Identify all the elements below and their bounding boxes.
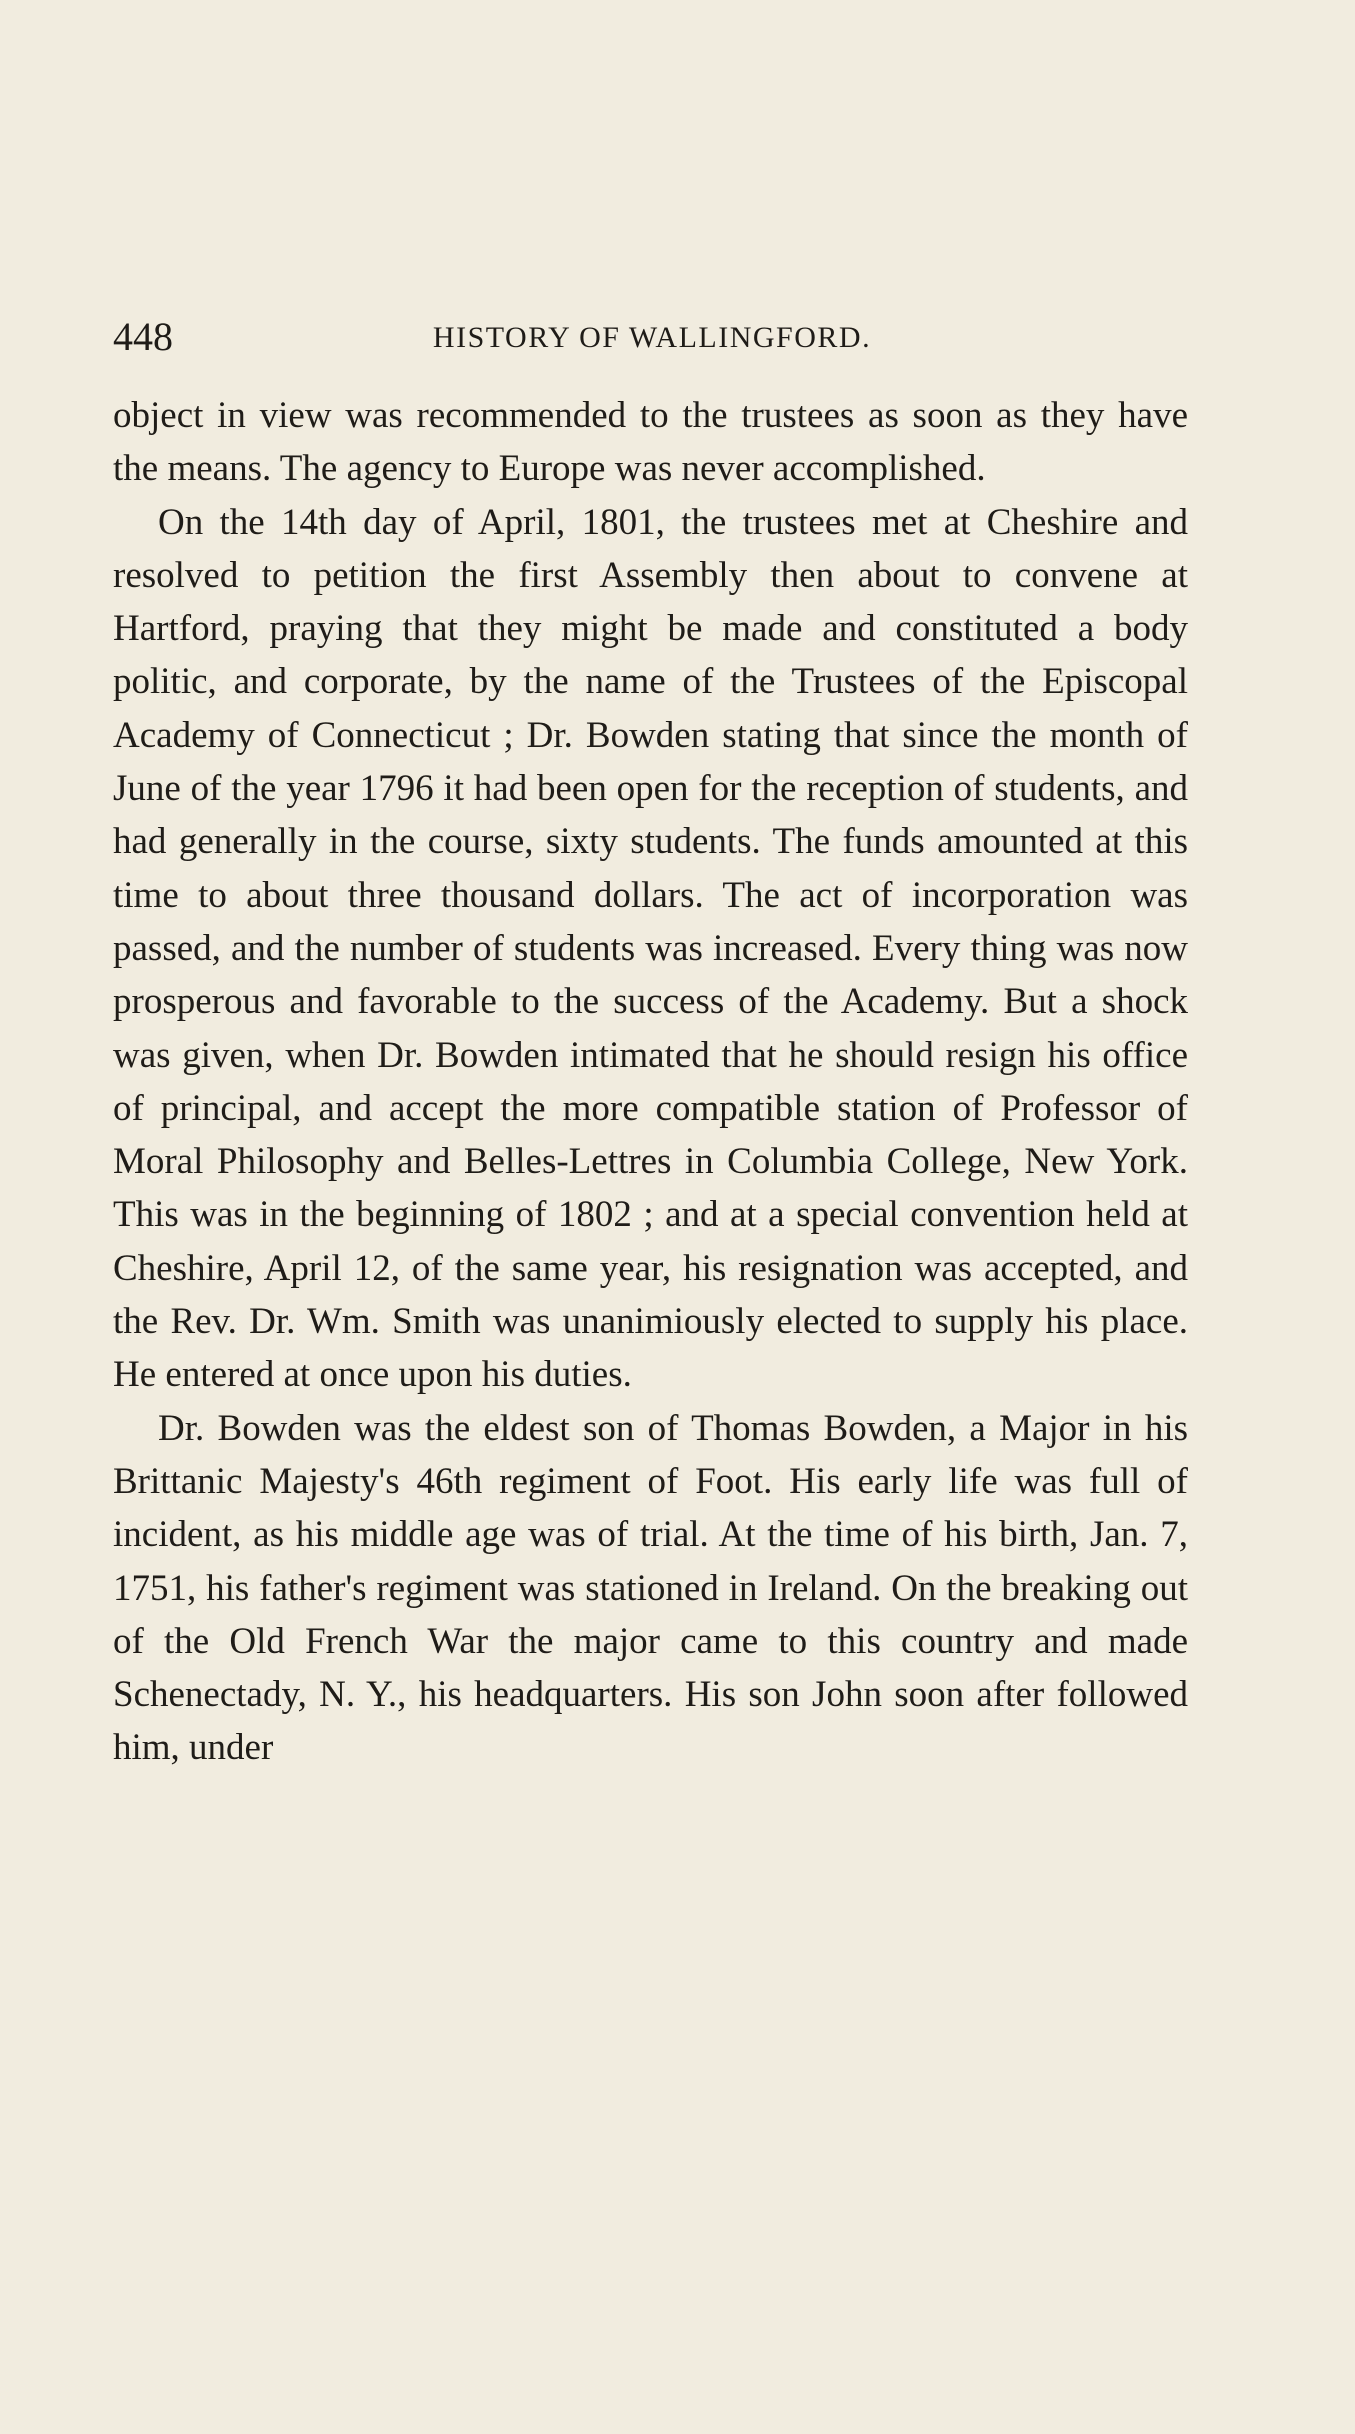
running-title: HISTORY OF WALLINGFORD. xyxy=(432,321,872,354)
paragraph-trustees-petition: On the 14th day of April, 1801, the trustees met at Cheshire and resolved to petition the first Assembly then about to convene at Hartford, praying that they might be made and constituted a body politic, and corporate, by the name of the Trustees of the Episcopal Academy of Connecticut ; Dr. Bowden stating that since the month of June of the year 1796 it had been open for the reception of students, and had generally in the course, sixty students. The funds amounted at this time to about three thousand dollars. The act of incorporation was passed, and the number of students was increased. Every thing was now prosperous and favorable to the success of the Academy. But a shock was given, when Dr. Bowden intimated that he should resign his office of principal, and accept the more compatible station of Professor of Moral Philosophy and Belles-Lettres in Columbia College, New York. This was in the beginning of 1802 ; and at a special convention held at Cheshire, April 12, of the same year, his resignation was accepted, and the Rev. Dr. Wm. Smith was unanimiously elected to supply his place. He entered at once upon his duties. xyxy=(113,501,1188,1396)
paragraph-continuation: object in view was recommended to the trustees as soon as they have the means. The agency to Europe was never accomplished. xyxy=(113,395,1188,490)
paragraph-bowden-biography: Dr. Bowden was the eldest son of Thomas Bowden, a Major in his Brittanic Majesty's 46th regiment of Foot. His early life was full of incident, as his middle age was of trial. At the time of his birth, Jan. 7, 1751, his father's regiment was stationed in Ireland. On the breaking out of the Old French War the major came to this country and made Schenectady, N. Y., his headquarters. His son John soon after followed him, under xyxy=(113,1407,1188,1769)
body-text xyxy=(113,389,1188,1775)
page-header xyxy=(113,312,1188,362)
page-number: 448 xyxy=(113,314,173,359)
